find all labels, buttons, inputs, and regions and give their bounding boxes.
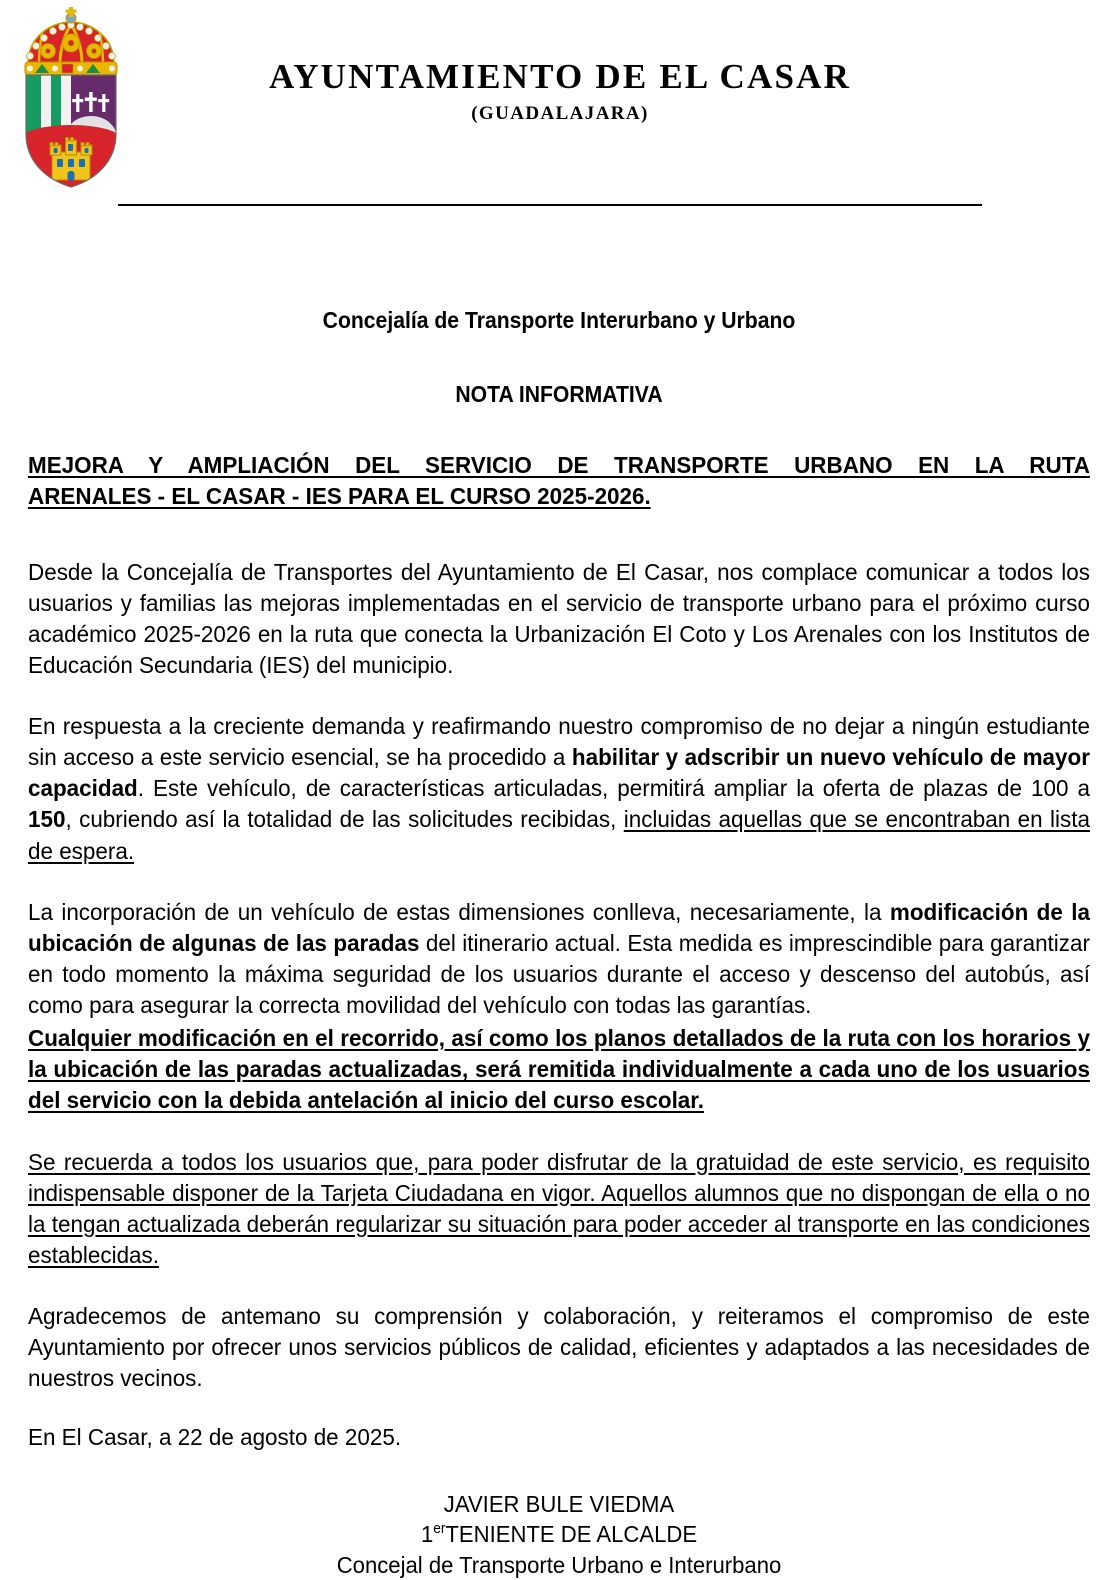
p2-text-c: , cubriendo así la totalidad de las solicitudes recibidas, xyxy=(65,806,624,833)
document-body xyxy=(28,225,1090,1580)
organization-name: AYUNTAMIENTO DE EL CASAR xyxy=(268,57,852,96)
rank-ordinal: er xyxy=(433,1521,446,1538)
document-type-heading: NOTA INFORMATIVA xyxy=(455,381,663,407)
p3-bold-stops: modificación de la ubicación de algunas de las paradas xyxy=(28,898,1090,956)
p2-bold-vehicle: habilitar y adscribir un nuevo vehículo de mayor capacidad xyxy=(28,744,1090,802)
p3-text-a: La incorporación de un vehículo de estas dimensiones conlleva, necesariamente, la xyxy=(28,898,890,925)
header-divider xyxy=(118,204,982,206)
paragraph-1: Desde la Concejalía de Transportes del Ayuntamiento de El Casar, nos complace comunicar a todos los usuarios y familias las mejoras implementadas en el servicio de transporte urbano para el próximo curso académico 2025-2026 en la ruta que conecta la Urbanización El Coto y Los Arenales con los Institutos de Educación Secundaria (IES) del municipio. xyxy=(28,558,1090,678)
signatory-name: JAVIER BULE VIEDMA xyxy=(443,1491,675,1518)
header-title-block xyxy=(160,58,960,125)
department-heading: Concejalía de Transporte Interurbano y Urbano xyxy=(322,307,796,333)
place-and-date: En El Casar, a 22 de agosto de 2025. xyxy=(28,1424,402,1451)
p2-bold-seats: 150 xyxy=(28,806,66,833)
coat-of-arms-icon xyxy=(12,6,130,191)
rank-number: 1 xyxy=(420,1521,434,1548)
paragraph-6: Agradecemos de antemano su comprensión y colaboración, y reiteramos el compromiso de este Ayuntamiento por ofrecer unos servicios públicos de calidad, eficientes y adaptados a las necesidades de nuestros vecinos. xyxy=(28,1303,1090,1392)
organization-region: (GUADALAJARA) xyxy=(471,102,649,124)
paragraph-4: Cualquier modificación en el recorrido, así como los planos detallados de la ruta con los horarios y la ubicación de las paradas actualizadas, será remitida individualmente a cada uno de los usuarios del servicio con la debida antelación al inicio del curso escolar. xyxy=(28,1025,1090,1114)
subject-heading xyxy=(28,450,1090,513)
signatory-role: Concejal de Transporte Urbano e Interurbano xyxy=(336,1551,782,1578)
p2-text-b: . Este vehículo, de características articuladas, permitirá ampliar la oferta de plazas de 100 a xyxy=(137,775,1090,802)
signatory-rank xyxy=(60,1519,1058,1549)
paragraph-2 xyxy=(28,711,1090,867)
p2-text-a: En respuesta a la creciente demanda y reafirmando nuestro compromiso de no dejar a ningún estudiante sin acceso a este servicio esencial, se ha procedido a xyxy=(28,713,1090,771)
p3-text-b: del itinerario actual. Esta medida es imprescindible para garantizar en todo momento la máxima seguridad de los usuarios durante el acceso y descenso del autobús, así como para asegurar la correcta movilidad del vehículo con todas las garantías. xyxy=(28,929,1090,1018)
subject-line-2: ARENALES - EL CASAR - IES PARA EL CURSO 2025-2026. xyxy=(28,483,651,510)
document-header xyxy=(0,0,1116,212)
signature-block xyxy=(28,1489,1090,1579)
paragraph-5: Se recuerda a todos los usuarios que, para poder disfrutar de la gratuidad de este servicio, es requisito indispensable disponer de la Tarjeta Ciudadana en vigor. Aquellos alumnos que no dispongan de ella o no la tengan actualizada deberán regularizar su situación para poder acceder al transporte en las condiciones establecidas. xyxy=(28,1148,1090,1268)
p2-underline-waitlist: incluidas aquellas que se encontraban en lista de espera. xyxy=(28,806,1090,864)
paragraph-3 xyxy=(28,897,1090,1022)
subject-line-1: MEJORA Y AMPLIACIÓN DEL SERVICIO DE TRANSPORTE URBANO EN LA RUTA xyxy=(28,452,1090,478)
rank-title: TENIENTE DE ALCALDE xyxy=(445,1521,698,1548)
